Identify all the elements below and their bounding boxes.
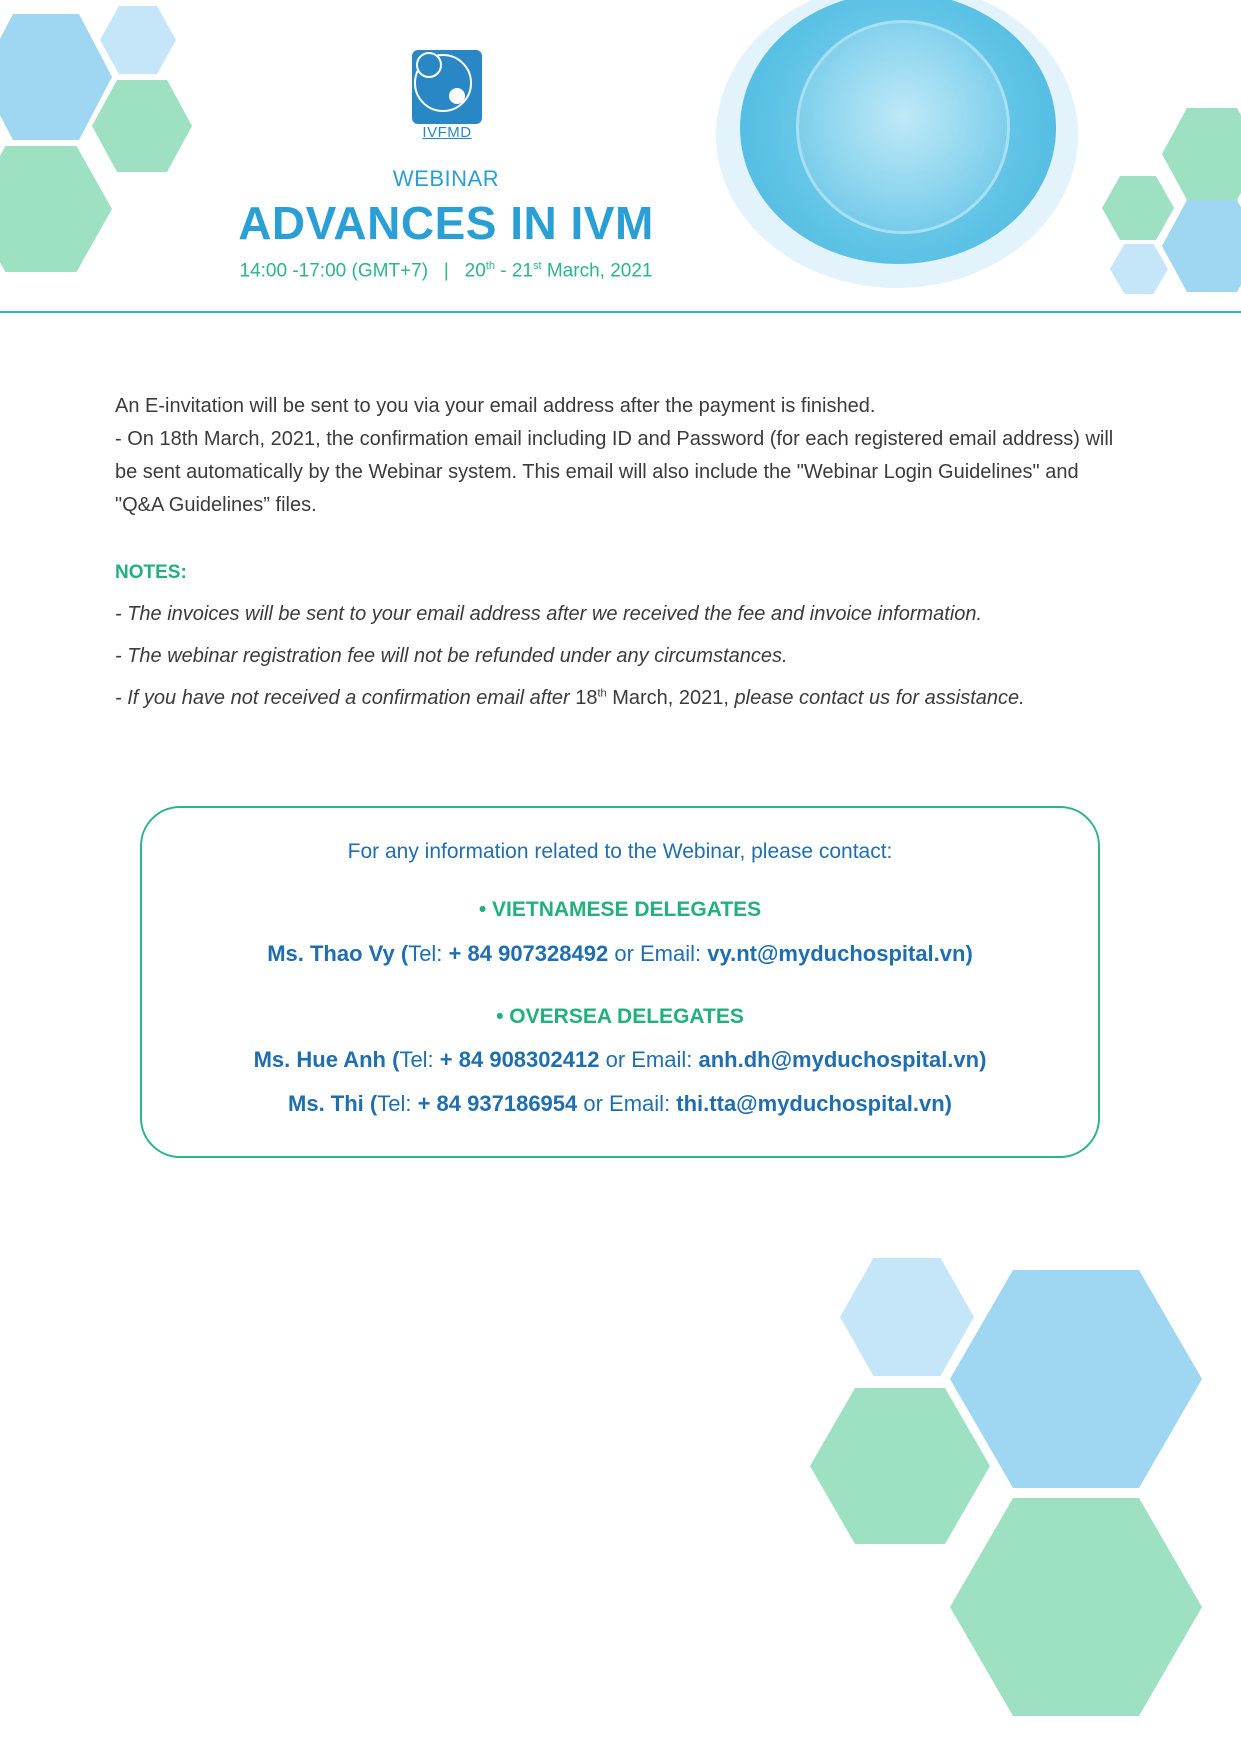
date-end-suffix: st <box>533 260 542 272</box>
notes-title: NOTES: <box>115 562 187 583</box>
logo-text: IVFMD <box>422 124 472 141</box>
date-rest: March, 2021 <box>541 260 653 282</box>
decor-hexagon <box>0 146 112 272</box>
or-email-label: or Email: <box>599 1047 699 1072</box>
separator: | <box>443 260 449 282</box>
note-invoices: - The invoices will be sent to your email address after we received the fee and invoice information. <box>115 603 983 625</box>
tel-link[interactable]: + 84 937186954 <box>417 1091 578 1116</box>
tel-link[interactable]: + 84 907328492 <box>448 941 609 966</box>
logo-dot <box>449 88 465 104</box>
date-start-suffix: th <box>485 260 495 272</box>
webinar-label: WEBINAR <box>392 166 500 191</box>
contact-name: Ms. Thao Vy ( <box>267 941 409 966</box>
contact-thao-vy <box>140 941 1100 967</box>
note-refund: - The webinar registration fee will not be refunded under any circumstances. <box>115 645 788 667</box>
note-confirmation <box>115 687 1175 710</box>
email-link[interactable]: thi.tta@myduchospital.vn) <box>676 1091 952 1116</box>
decor-hexagon <box>1162 200 1241 292</box>
decor-hexagon <box>810 1388 990 1544</box>
date-dash: - 21 <box>494 260 534 282</box>
event-dateline <box>196 260 696 282</box>
note3-d: please contact us for assistance. <box>734 687 1025 709</box>
contact-intro: For any information related to the Webinar, please contact: <box>347 840 893 863</box>
event-time: 14:00 -17:00 (GMT+7) <box>239 260 429 282</box>
invitation-text: An E-invitation will be sent to you via your email address after the payment is finished. <box>115 395 876 417</box>
decor-hexagon <box>1110 244 1168 294</box>
decor-hexagon <box>950 1498 1202 1716</box>
vietnamese-delegates-title: • VIETNAMESE DELEGATES <box>478 898 762 921</box>
note3-c: March, 2021, <box>606 687 735 709</box>
logo-small-ring <box>416 52 442 78</box>
decor-hexagon <box>840 1258 974 1376</box>
tel-label: Tel: <box>377 1091 418 1116</box>
tel-label: Tel: <box>408 941 449 966</box>
tel-label: Tel: <box>399 1047 440 1072</box>
oocyte-cell <box>796 20 1010 234</box>
decor-hexagon <box>92 80 192 172</box>
email-link[interactable]: vy.nt@myduchospital.vn) <box>707 941 973 966</box>
contact-name: Ms. Hue Anh ( <box>253 1047 400 1072</box>
note3-a: - If you have not received a confirmation email after <box>115 687 576 709</box>
decor-hexagon <box>950 1270 1202 1488</box>
note3-b: 18 <box>575 687 598 709</box>
contact-thi <box>140 1091 1100 1117</box>
contact-name: Ms. Thi ( <box>288 1091 378 1116</box>
decor-hexagon <box>100 6 176 74</box>
decor-hexagon <box>1102 176 1174 240</box>
oversea-delegates-title: • OVERSEA DELEGATES <box>496 1005 744 1028</box>
contact-hue-anh <box>140 1047 1100 1073</box>
email-link[interactable]: anh.dh@myduchospital.vn) <box>698 1047 987 1072</box>
decor-hexagon <box>1162 108 1241 200</box>
page-title: ADVANCES IN IVM <box>238 197 654 249</box>
note3-sup: th <box>597 687 607 700</box>
date-start: 20 <box>464 260 486 282</box>
or-email-label: or Email: <box>608 941 708 966</box>
tel-link[interactable]: + 84 908302412 <box>439 1047 600 1072</box>
confirmation-text: - On 18th March, 2021, the confirmation email including ID and Password (for each registered email address) will be sent automatically by the Webinar system. This email will also include the "Webinar Login Guidelines" and "Q&A Guidelines” files. <box>115 428 1114 516</box>
header-divider <box>0 311 1241 313</box>
or-email-label: or Email: <box>577 1091 677 1116</box>
